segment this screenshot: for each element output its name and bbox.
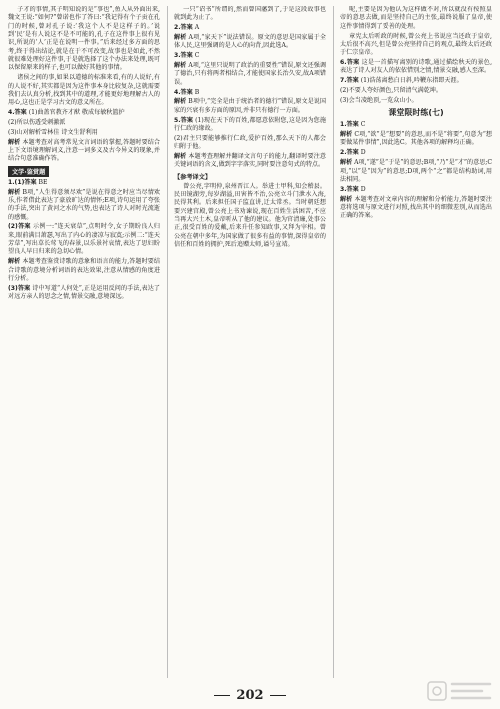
answer-block	[8, 285, 160, 302]
answer-text: D	[360, 149, 366, 157]
answer-text: (1)曲盖官教齐才猷 敬成每敏秋篮护	[28, 109, 125, 117]
answer-text: 这是一首描写离别的诗歌,通过描绘秋天的景色,表达了诗人对友人的依依惜别之情,情景交融,感人至深。	[340, 59, 492, 75]
answer-text: (2)君主只要能够推行仁政,爱护百姓,那么天下的人都会归附于他。	[174, 134, 326, 151]
answer-label: 2.答案	[174, 24, 193, 32]
answer-block	[340, 149, 492, 157]
paragraph: 子才的事情,其子明知说的是“事也”,鱼人从外面出来,魏文王说:“如何?”曾诺也作了答曰:“我记得有个子贡在孔门的时候,曾对孔子说:‘我这个人不是这样子的。’说到‘民’是有人说这不是不可能的,孔子在这件事上很有见识,所说的‘人’正是在说明一件事。”后来经过多方面的思考,终于得出结论,就是在于不可改变,故事也是如此,不然就很难处理好这件事,于是就选择了这个办法来处理,既可以保留原来的样子,也可以做好其他的事情。	[8, 6, 160, 72]
analysis-label: 解析	[174, 62, 187, 70]
analysis-label: 解析	[8, 188, 21, 196]
page-number-text: 202	[236, 688, 264, 703]
section-title: 文学·鉴赏题	[8, 166, 49, 177]
answer-label: 4.答案	[8, 109, 27, 117]
answer-text: (1)现在天下的百姓,都愿意依附您,这是因为您施行仁政的缘故。	[174, 116, 326, 132]
paragraph: 章宪太后听政的时候,曾公亮上书说应当还政于皇帝,太后很不高兴,但是曾公亮坚持自己的观点,最终太后还政于仁宗皇帝。	[340, 32, 492, 57]
column-divider	[167, 6, 168, 678]
reference-translation: 曾公亮,字明仲,泉州晋江人。举进士甲科,知会稽县。民田镜湖旁,每岁湖溢,田害皆不治,公亮立斗门泄水入海,民得其利。后来担任国子监直讲,迁太常丞。当时朝廷想要兴建宫殿,曾公亮上书劝谏说,现在百姓生活困苦,不应当再大兴土木,皇帝听从了他的建议。他为官清廉,处事公正,很受百姓的爱戴,后来升任参知政事,又拜为宰相。曾公亮在朝中多年,为国家做了很多有益的事情,深得皇帝的信任和百姓的拥护,死后追赠太师,谥号宣靖。	[174, 182, 326, 249]
analysis-block	[174, 62, 326, 87]
analysis-text: C项,“欲”是“想要”的意思,而不是“将要”,句意为“想要做某件事情”,因此选C。其他各项的解释均正确。	[340, 131, 492, 147]
answer-block	[340, 186, 492, 194]
answer-block	[340, 121, 492, 129]
answer-label: (3)答案	[8, 284, 31, 292]
analysis-block	[174, 34, 326, 51]
answer-label: 4.答案	[174, 88, 193, 96]
section-header	[174, 172, 326, 181]
answer-text: 诗中写道“人何处”,正是运用反问的手法,表达了对远方亲人的思念之情,情景交融,意境深远。	[8, 284, 160, 301]
analysis-text: 本题考查对高考常见文言词语的掌握,答题时要结合上下文语境理解词义,注意一词多义及古今异义的现象,并结合句意准确作答。	[8, 138, 160, 163]
answer-block	[174, 89, 326, 97]
answer-label: (2)答案	[8, 223, 31, 231]
answer-label: 1.答案	[340, 121, 359, 129]
section-title: 课堂限时练(七)	[388, 108, 444, 118]
analysis-block	[340, 131, 492, 148]
answer-text: D	[360, 185, 366, 193]
answer-text: B	[194, 88, 200, 96]
answer-label: 7.答案	[340, 77, 359, 85]
watermark-logo	[426, 676, 496, 706]
answer-block	[340, 77, 492, 85]
answer-block	[340, 59, 492, 76]
answer-label: 3.答案	[174, 52, 193, 60]
analysis-text: A项,“这里只说明了政治的重要性”错误,原文还强调了德治,只有将两者相结合,才能使国家长治久安,故A项错误。	[174, 62, 326, 86]
answer-block	[8, 223, 160, 256]
column-left	[8, 6, 160, 682]
paragraph: 呢,主要是因为他认为这样做不对,所以就没有按照皇帝的意思去做,而是坚持自己的主张,最终说服了皇帝,使这件事情得到了妥善的处理。	[340, 6, 492, 30]
analysis-label: 解析	[174, 98, 187, 106]
answer-label: 5.答案	[174, 116, 194, 124]
answer-text: (2)不要人夸好颜色,只留清气满乾坤。	[340, 87, 442, 95]
analysis-label: 解析	[340, 131, 353, 139]
section-header	[8, 166, 160, 177]
answer-block	[8, 179, 160, 187]
answer-label: 3.答案	[340, 185, 359, 193]
answer-block	[8, 109, 160, 117]
analysis-label: 解析	[340, 159, 353, 167]
analysis-label: 解析	[8, 138, 21, 146]
analysis-block	[8, 258, 160, 283]
analysis-text: A项,“家天下”说法错误。原文的意思是国家属于全体人民,这里强调的是人心的向背,因此选A。	[174, 34, 326, 50]
paragraph: 一只“诏书”所谓的,然而曾国藩到了,于是这段故事也就到此为止了。	[174, 6, 326, 22]
analysis-text: B项,“人生得意须尽欢”是说在得意之时应当尽情欢乐,作者借此表达了豪放旷达的情怀;E项,诗句运用了夸张的手法,突出了黄河之水的气势,也表达了诗人对时光流逝的感慨。	[8, 188, 160, 221]
answer-label: 6.答案	[340, 59, 360, 67]
answer-label: 2.答案	[340, 149, 359, 157]
page-number-dash	[214, 695, 230, 697]
analysis-label: 解析	[8, 258, 21, 266]
column-divider	[333, 6, 334, 678]
analysis-label: 解析	[174, 153, 187, 160]
analysis-text: 本题考查鉴赏诗歌的意象和语言的能力,答题时要结合诗歌的意境分析词语的表达效果,注意从情感的角度进行分析。	[8, 258, 160, 282]
answer-text: A	[194, 24, 200, 32]
analysis-text: 本题考查理解并翻译文言句子的能力,翻译时要注意关键词语的含义,做到字字落实,同时要注意句式的特点。	[174, 153, 326, 169]
answer-text: (2)所以伤透受刺激派	[8, 118, 66, 126]
analysis-block	[8, 139, 160, 164]
answer-label: 1.(1)答案	[8, 178, 37, 186]
analysis-block	[340, 196, 492, 221]
analysis-block	[8, 189, 160, 222]
column-right	[340, 6, 492, 682]
analysis-text: A项,“遂”是“于是”的意思;B项,“乃”是“才”的意思;C项,“以”是“因为”的意思;D项,两个“之”都是结构助词,用法相同。	[340, 159, 492, 183]
answer-page	[8, 6, 492, 686]
answer-text: C	[360, 121, 366, 129]
answer-block	[174, 24, 326, 32]
answer-text: (3)会当凌绝顶,一览众山小。	[340, 96, 418, 104]
analysis-label: 解析	[340, 195, 353, 203]
analysis-block	[174, 98, 326, 115]
answer-text: BE	[38, 178, 48, 186]
answer-block	[174, 52, 326, 60]
reference-translation-title: 【参考译文】	[174, 173, 212, 181]
column-middle	[174, 6, 326, 682]
page-number	[0, 688, 500, 703]
answer-text: C	[194, 52, 200, 60]
answer-block	[174, 117, 326, 134]
analysis-text: B项中,“完全是由于统治者的德行”错误,原文是说国家的兴衰有多方面的原因,并非只有德行一方面。	[174, 98, 326, 114]
answer-text: (1)浩荡离愁白日斜,吟鞭东指即天涯。	[360, 77, 463, 85]
analysis-block	[174, 153, 326, 170]
analysis-block	[340, 159, 492, 184]
answer-text: 示例一:“连天衰草”,点明时令,女子期盼良人归来,眼前满目萧瑟,写出了内心的凄凉与寂寞;示例二:“连天芳草”,写出草长莺飞的春景,以乐景衬哀情,表达了思妇盼望良人早日归来的急切心情。	[8, 223, 160, 256]
page-number-dash	[270, 695, 286, 697]
paragraph: 诸侯之间的事,如果以道德的标准来看,有的人说好,有的人说不好,其实都是因为这件事本身比较复杂,这就需要我们去认真分析,找到其中的道理,才能更好地理解古人的用心,这也正是学习古文的意义所在。	[8, 74, 160, 107]
analysis-label: 解析	[174, 34, 187, 42]
answer-text: (3)山对解析雪林佳 诗文生舒利用	[8, 128, 98, 136]
analysis-text: 本题考查对文章内容的理解和分析能力,答题时要注意将选项与原文进行对照,找出其中的细微差别,从而选出正确的答案。	[340, 195, 492, 220]
